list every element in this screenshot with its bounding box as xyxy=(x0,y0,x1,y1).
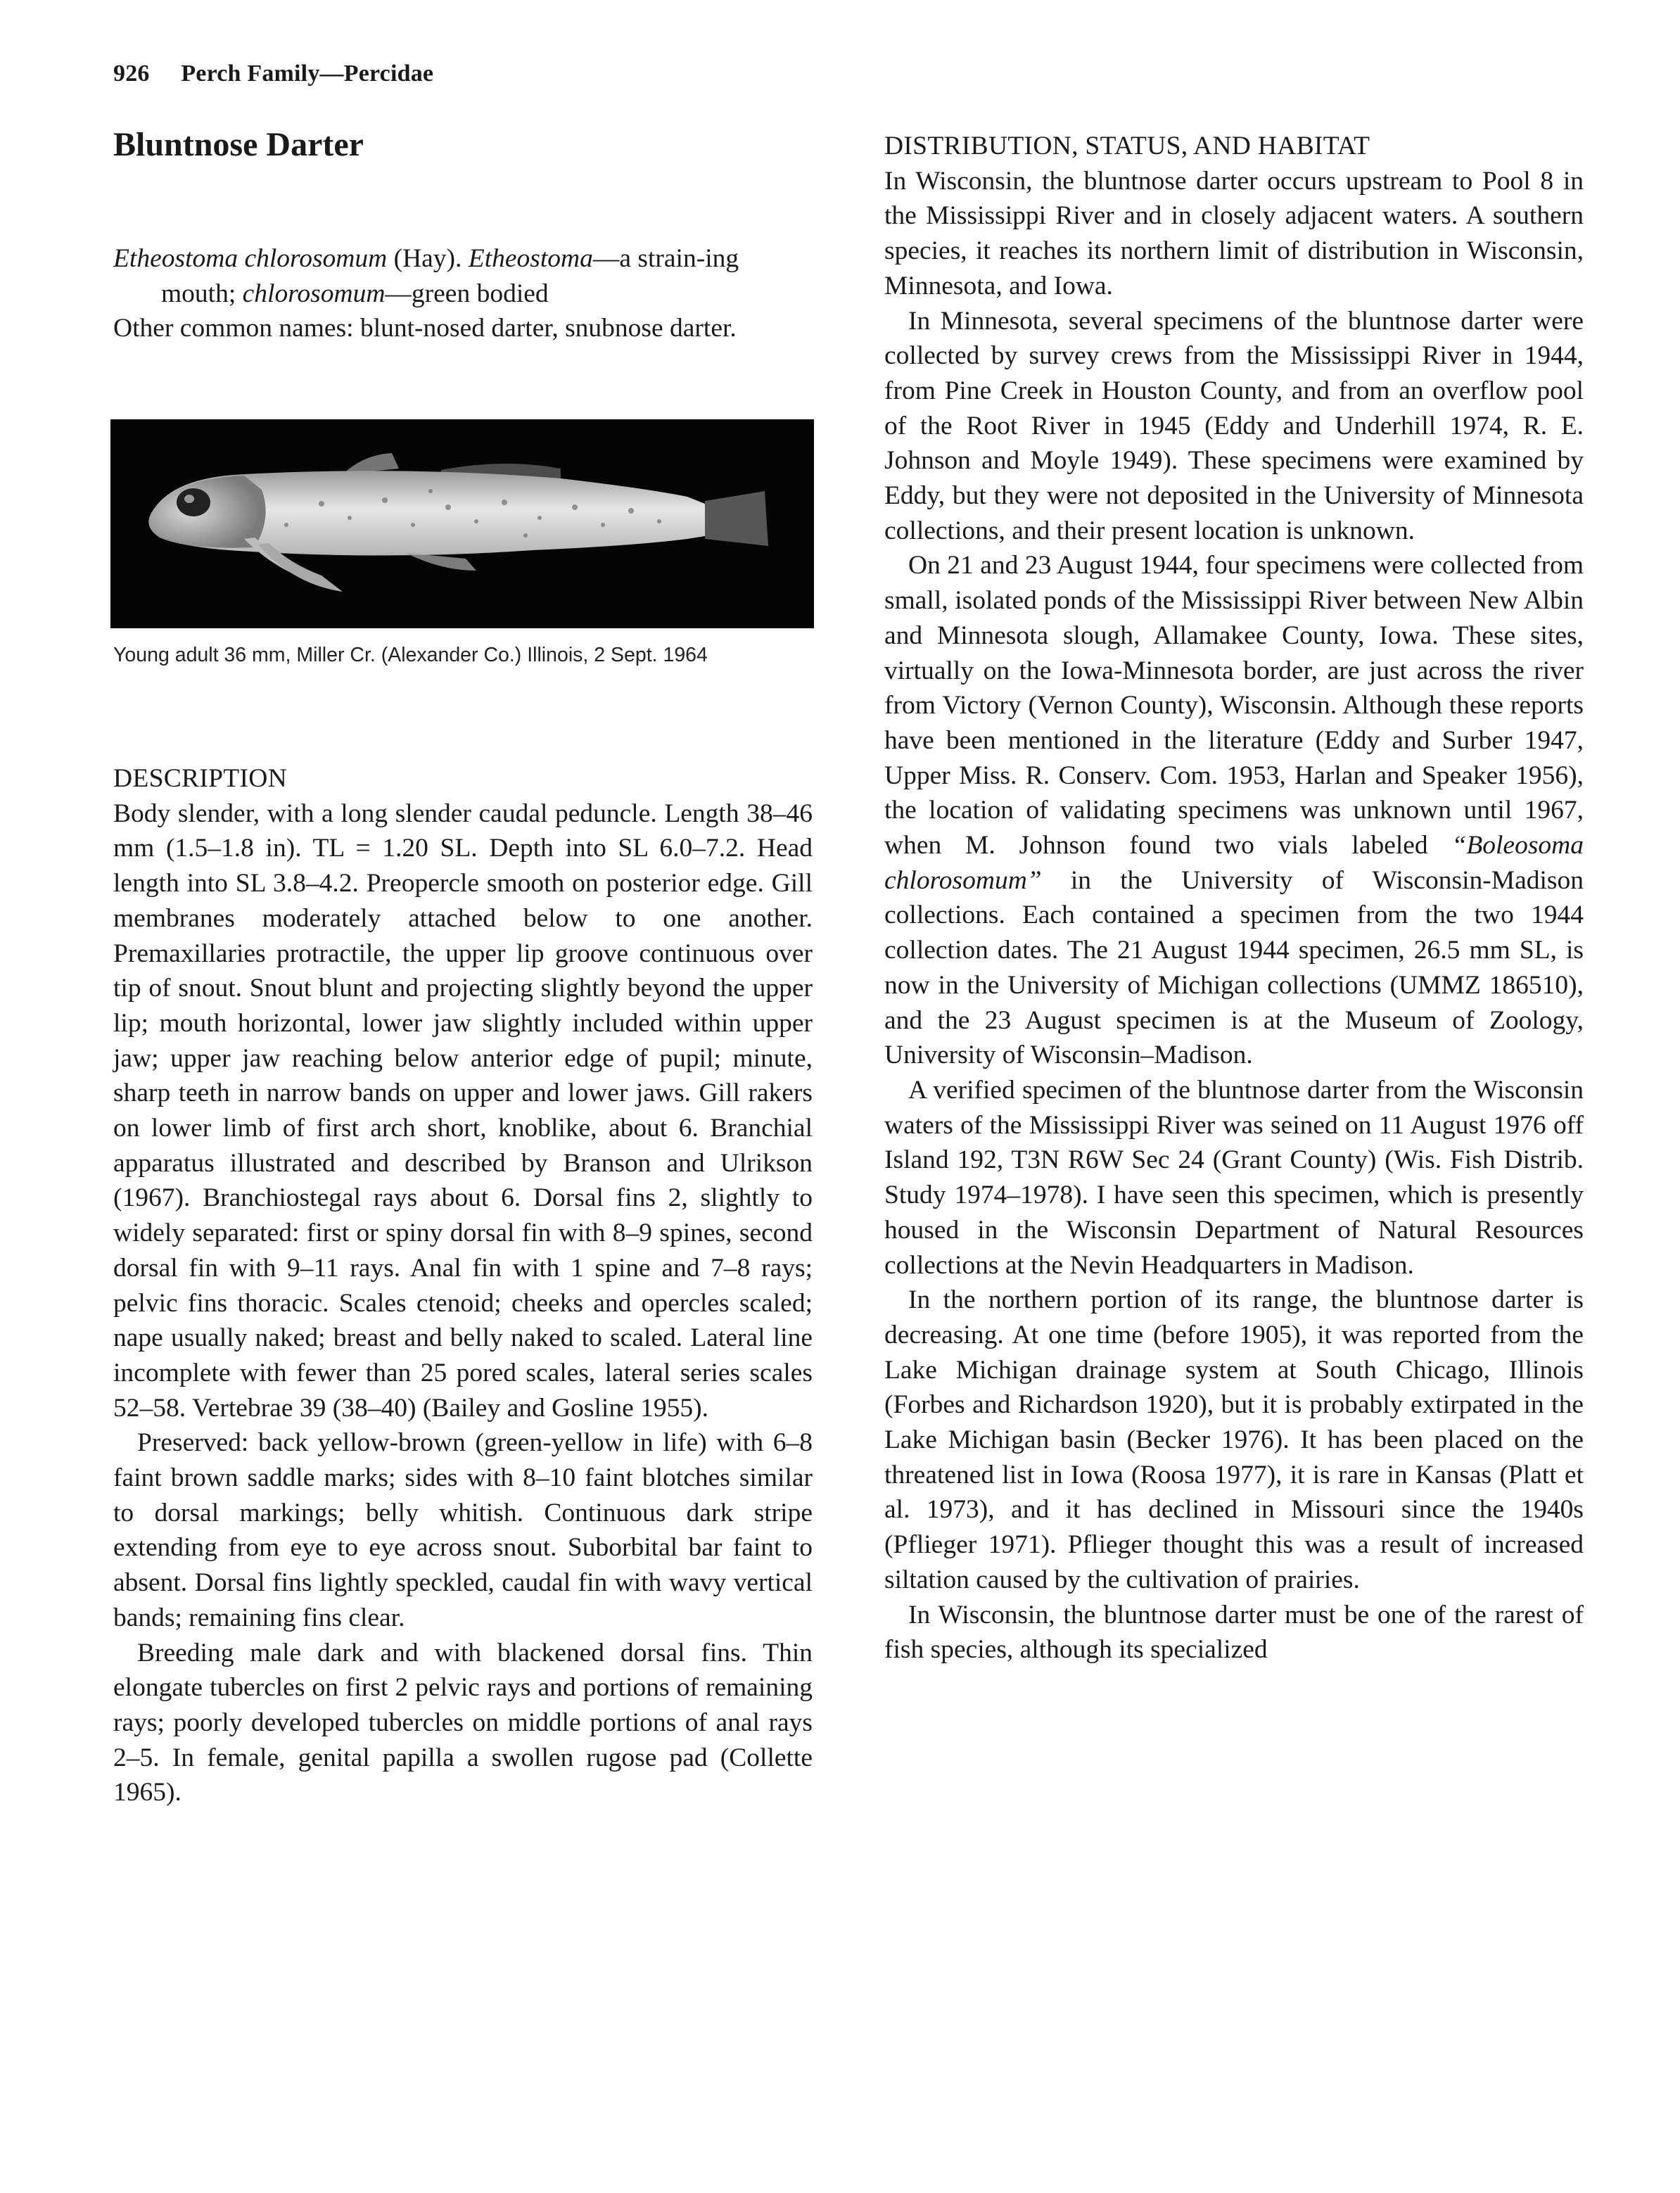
author-citation: (Hay). xyxy=(387,244,469,273)
distribution-section xyxy=(884,129,1584,1667)
distribution-paragraph-3-part-b: in the University of Wisconsin-Madison collections. Each contained a specimen from the two 1944 collection dates. The 21 August 1944 specimen, 26.5 mm SL, is now in the University of Michigan collections (UMMZ 186510), and the 23 August specimen is at the Museum of Zoology, University of Wisconsin–Madison. xyxy=(884,865,1584,1070)
distribution-paragraph-3 xyxy=(884,548,1584,1073)
fish-image xyxy=(110,419,814,628)
description-section xyxy=(113,761,813,1810)
distribution-paragraph-2: In Minnesota, several specimens of the bluntnose darter were collected by survey crews from the Mississippi River in 1944, from Pine Creek in Houston County, and from an overflow pool of the Root River in 1945 (Eddy and Underhill 1974, R. E. Johnson and Moyle 1949). These specimens were examined by Eddy, but they were not deposited in the University of Minnesota collections, and their present location is unknown. xyxy=(884,306,1584,545)
distribution-paragraph-1: In Wisconsin, the bluntnose darter occurs upstream to Pool 8 in the Mississippi River and in closely adjacent waters. A southern species, it reaches its northern limit of distribution in Wisconsin, Minnesota, and Iowa. xyxy=(884,166,1584,300)
distribution-paragraph-3-part-a: On 21 and 23 August 1944, four specimens were collected from small, isolated ponds of the Mississippi River between New Albin and Minnesota slough, Allamakee County, Iowa. These sites, virtually on the Iowa-Minnesota border, are just across the river from Victory (Vernon County), Wisconsin. Although these reports have been mentioned in the literature (Eddy and Surber 1947, Upper Miss. R. Conserv. Com. 1953, Harlan and Speaker 1956), the location of validating specimens was unknown until 1967, when M. Johnson found two vials labeled xyxy=(884,551,1584,860)
synonymy-block xyxy=(113,241,813,346)
running-header xyxy=(113,61,433,87)
distribution-paragraph-5: In the northern portion of its range, the bluntnose darter is decreasing. At one time (before 1905), it was reported from the Lake Michigan drainage system at South Chicago, Illinois (Forbes and Richardson 1920), but it is probably extirpated in the Lake Michigan basin (Becker 1976). It has been placed on the threatened list in Iowa (Roosa 1977), it is rare in Kansas (Platt et al. 1973), and it has declined in Missouri since the 1940s (Pflieger 1971). Pflieger thought this was a result of increased siltation caused by the cultivation of prairies. xyxy=(884,1285,1584,1594)
etymology-genus: Etheostoma xyxy=(468,244,593,273)
etymology-genus-meaning: —a strain-ing mouth; xyxy=(161,244,739,308)
running-title: Perch Family—Percidae xyxy=(181,61,434,87)
figure-caption: Young adult 36 mm, Miller Cr. (Alexander Co.) Illinois, 2 Sept. 1964 xyxy=(113,644,708,666)
description-paragraph-1: Body slender, with a long slender caudal peduncle. Length 38–46 mm (1.5–1.8 in). TL = 1.20 SL. Depth into SL 6.0–7.2. Head length into SL 3.8–4.2. Preopercle smooth on posterior edge. Gill membranes moderately attached below to one another. Premaxillaries protractile, the upper lip groove continuous over tip of snout. Snout blunt and projecting slightly beyond the upper lip; mouth horizontal, lower jaw slightly included within upper jaw; upper jaw reaching below anterior edge of pupil; minute, sharp teeth in narrow bands on upper and lower jaws. Gill rakers on lower limb of first arch short, knoblike, about 6. Branchial apparatus illustrated and described by Branson and Ulrikson (1967). Branchiostegal rays about 6. Dorsal fins 2, slightly to widely separated: first or spiny dorsal fin with 8–9 spines, second dorsal fin with 9–11 rays. Anal fin with 1 spine and 7–8 rays; pelvic fins thoracic. Scales ctenoid; cheeks and opercles scaled; nape usually naked; breast and belly naked to scaled. Lateral line incomplete with fewer than 25 pored scales, lateral series scales 52–58. Vertebrae 39 (38–40) (Bailey and Gosline 1955). xyxy=(113,799,813,1423)
specimen-photo xyxy=(110,419,814,628)
distribution-paragraph-6: In Wisconsin, the bluntnose darter must be one of the rarest of fish species, although its specialized xyxy=(884,1600,1584,1665)
article-title: Bluntnose Darter xyxy=(113,126,364,163)
distribution-paragraph-4: A verified specimen of the bluntnose darter from the Wisconsin waters of the Mississippi River was seined on 11 August 1976 off Island 192, T3N R6W Sec 24 (Grant County) (Wis. Fish Distrib. Study 1974–1978). I have seen this specimen, which is presently housed in the Wisconsin Department of Natural Resources collections at the Nevin Headquarters in Madison. xyxy=(884,1075,1584,1280)
etymology-species-meaning: —green bodied xyxy=(385,279,549,308)
vial-label-name: “Boleosoma chlorosomum” xyxy=(884,831,1584,895)
description-heading: DESCRIPTION xyxy=(113,764,288,793)
page-number: 926 xyxy=(113,61,150,87)
scientific-name: Etheostoma chlorosomum xyxy=(113,244,388,273)
description-paragraph-3: Breeding male dark and with blackened dorsal fins. Thin elongate tubercles on first 2 pelvic rays and portions of remaining rays; poorly developed tubercles on middle portions of anal rays 2–5. In female, genital papilla a swollen rugose pad (Collette 1965). xyxy=(113,1638,813,1807)
distribution-heading: DISTRIBUTION, STATUS, AND HABITAT xyxy=(884,132,1370,160)
fish-eye xyxy=(177,488,210,516)
etymology-species: chlorosomum xyxy=(242,279,386,308)
scientific-name-paragraph xyxy=(113,241,813,311)
description-paragraph-2: Preserved: back yellow-brown (green-yellow in life) with 6–8 faint brown saddle marks; sides with 8–10 faint blotches similar to dorsal markings; belly whitish. Continuous dark stripe extending from eye to eye across snout. Suborbital bar faint to absent. Dorsal fins lightly speckled, caudal fin with wavy vertical bands; remaining fins clear. xyxy=(113,1428,813,1632)
common-names: Other common names: blunt-nosed darter, snubnose darter. xyxy=(113,314,737,343)
